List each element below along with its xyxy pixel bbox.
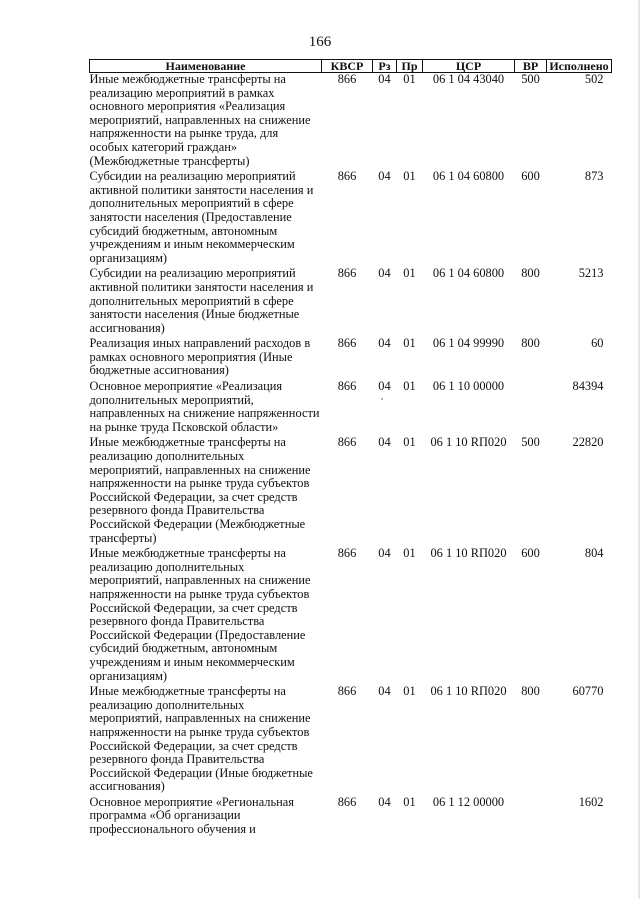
row-isp: 873 bbox=[584, 169, 604, 184]
budget-table bbox=[89, 59, 612, 839]
table-header bbox=[90, 60, 612, 73]
row-pr: 01 bbox=[403, 435, 416, 450]
row-kvsr: 866 bbox=[337, 684, 357, 699]
row-name: Реализация иных направлений расходов в рамках основного мероприятия (Иные бюджетные ассигнования) bbox=[89, 336, 311, 378]
row-isp: 84394 bbox=[572, 379, 604, 394]
row-pr: 01 bbox=[403, 546, 416, 561]
row-csr: 06 1 04 43040 bbox=[432, 72, 505, 86]
table-row bbox=[90, 436, 612, 547]
row-rz: 04 bbox=[378, 546, 391, 561]
row-vr: 800 bbox=[521, 336, 540, 351]
row-kvsr: 866 bbox=[337, 169, 357, 184]
row-pr: 01 bbox=[403, 794, 416, 809]
row-csr: 06 1 10 RП020 bbox=[430, 435, 507, 450]
row-name: Иные межбюджетные трансферты на реализацию мероприятий в рамках основного мероприятия «Реализация мероприятий, направленных на снижение напряженности на рынке труда, для особых категорий граждан» (Межбюджетные трансферты) bbox=[89, 72, 311, 168]
row-vr: 500 bbox=[521, 72, 540, 86]
row-vr: 600 bbox=[521, 546, 540, 561]
row-rz: 04 bbox=[378, 684, 391, 699]
row-vr bbox=[515, 796, 547, 839]
row-vr: 600 bbox=[521, 169, 540, 184]
table-row bbox=[90, 73, 612, 171]
row-name: Иные межбюджетные трансферты на реализацию дополнительных мероприятий, направленных на снижение напряженности на рынке труда субъектов Российской Федерации, за счет средств резервного фонда Правительства Российской Федерации (Межбюджетные трансферты) bbox=[89, 435, 311, 545]
header-pr: Пр bbox=[397, 60, 423, 73]
row-csr: 06 1 10 RП020 bbox=[430, 546, 507, 561]
row-name: Иные межбюджетные трансферты на реализацию дополнительных мероприятий, направленных на снижение напряженности на рынке труда субъектов Российской Федерации, за счет средств резервного фонда Правительства Российской Федерации (Иные бюджетные ассигнования) bbox=[89, 684, 313, 794]
row-name: Основное мероприятие «Региональная программа «Об организации профессионального обучения и bbox=[89, 794, 294, 837]
row-kvsr: 866 bbox=[337, 546, 357, 561]
row-vr: 500 bbox=[521, 435, 540, 450]
row-isp: 502 bbox=[584, 72, 604, 86]
row-kvsr: 866 bbox=[337, 336, 357, 351]
row-rz: 04 bbox=[378, 266, 391, 281]
row-rz: 04 bbox=[378, 379, 391, 394]
row-rz: 04 bbox=[378, 336, 391, 351]
row-csr: 06 1 04 60800 bbox=[432, 169, 505, 184]
table-row bbox=[90, 337, 612, 380]
row-vr bbox=[515, 380, 547, 436]
row-csr: 06 1 10 00000 bbox=[432, 379, 505, 394]
header-vr: ВР bbox=[515, 60, 547, 73]
row-pr: 01 bbox=[403, 72, 416, 86]
row-name: Субсидии на реализацию мероприятий активной политики занятости населения и дополнительных мероприятий в сфере занятости населения (Предоставление субсидий бюджетным, автономным учреждениям и иным некоммерческим организациям) bbox=[89, 169, 314, 265]
header-name: Наименование bbox=[90, 60, 322, 73]
header-csr: ЦСР bbox=[423, 60, 515, 73]
scan-speck bbox=[381, 398, 383, 400]
row-pr: 01 bbox=[403, 684, 416, 699]
row-csr: 06 1 12 00000 bbox=[432, 794, 505, 809]
table-row bbox=[90, 685, 612, 796]
table-body bbox=[90, 73, 612, 839]
row-isp: 22820 bbox=[572, 435, 604, 450]
header-kvsr: КВСР bbox=[322, 60, 373, 73]
row-name: Основное мероприятие «Реализация дополнительных мероприятий, направленных на снижение напряженности на рынке труда Псковской области» bbox=[89, 379, 320, 434]
row-kvsr: 866 bbox=[337, 794, 357, 809]
row-kvsr: 866 bbox=[337, 435, 357, 450]
row-name: Иные межбюджетные трансферты на реализацию дополнительных мероприятий, направленных на снижение напряженности на рынке труда субъектов Российской Федерации, за счет средств резервного фонда Правительства Российской Федерации (Предоставление субсидий бюджетным, автономным учреждениям и иным некоммерческим организациям) bbox=[89, 546, 311, 683]
table-row bbox=[90, 796, 612, 839]
row-rz: 04 bbox=[378, 72, 391, 86]
row-pr: 01 bbox=[403, 336, 416, 351]
row-rz: 04 bbox=[378, 794, 391, 809]
row-csr: 06 1 10 RП020 bbox=[430, 684, 507, 699]
row-vr: 800 bbox=[521, 266, 540, 281]
row-rz: 04 bbox=[378, 169, 391, 184]
row-pr: 01 bbox=[403, 266, 416, 281]
header-rz: Рз bbox=[373, 60, 397, 73]
table-row bbox=[90, 547, 612, 685]
row-isp: 5213 bbox=[578, 266, 604, 281]
header-isp: Исполнено bbox=[547, 60, 612, 73]
row-name: Субсидии на реализацию мероприятий активной политики занятости населения и дополнительных мероприятий в сфере занятости населения (Иные бюджетные ассигнования) bbox=[89, 266, 314, 335]
row-pr: 01 bbox=[403, 379, 416, 394]
table-row bbox=[90, 267, 612, 337]
table-row bbox=[90, 170, 612, 267]
row-csr: 06 1 04 99990 bbox=[432, 336, 505, 351]
row-csr: 06 1 04 60800 bbox=[432, 266, 505, 281]
page-number: 166 bbox=[308, 34, 332, 50]
row-vr: 800 bbox=[521, 684, 540, 699]
row-isp: 60 bbox=[591, 336, 604, 351]
row-isp: 1602 bbox=[578, 794, 604, 809]
row-rz: 04 bbox=[378, 435, 391, 450]
row-kvsr: 866 bbox=[337, 72, 357, 86]
table-row bbox=[90, 380, 612, 436]
row-pr: 01 bbox=[403, 169, 416, 184]
header-row bbox=[90, 60, 612, 73]
row-kvsr: 866 bbox=[337, 266, 357, 281]
row-isp: 60770 bbox=[572, 684, 604, 699]
row-kvsr: 866 bbox=[337, 379, 357, 394]
row-isp: 804 bbox=[584, 546, 604, 561]
